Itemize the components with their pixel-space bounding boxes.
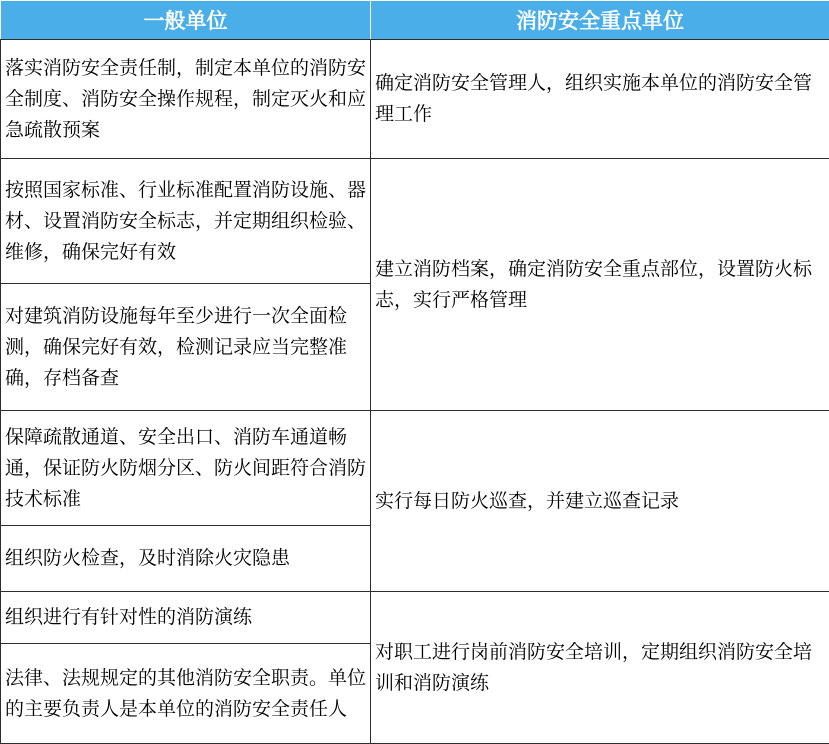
key-duty-cell: 建立消防档案，确定消防安全重点部位，设置防火标志，实行严格管理	[371, 159, 829, 411]
header-key-unit: 消防安全重点单位	[371, 1, 829, 40]
header-row	[1, 1, 829, 40]
general-duty-cell: 法律、法规规定的其他消防安全职责。单位的主要负责人是本单位的消防安全责任人	[1, 644, 371, 744]
key-duty-cell: 对职工进行岗前消防安全培训，定期组织消防安全培训和消防演练	[371, 592, 829, 744]
general-duty-cell: 保障疏散通道、安全出口、消防车通道畅通，保证防火防烟分区、防火间距符合消防技术标准	[1, 411, 371, 526]
general-duty-cell: 落实消防安全责任制，制定本单位的消防安全制度、消防安全操作规程，制定灭火和应急疏散预案	[1, 40, 371, 159]
general-duty-cell: 对建筑消防设施每年至少进行一次全面检测，确保完好有效，检测记录应当完整准确，存档备查	[1, 284, 371, 411]
key-duty-cell: 确定消防安全管理人，组织实施本单位的消防安全管理工作	[371, 40, 829, 159]
general-duty-cell: 组织进行有针对性的消防演练	[1, 592, 371, 644]
table-row	[1, 159, 829, 284]
general-duty-cell: 组织防火检查，及时消除火灾隐患	[1, 526, 371, 592]
table-row	[1, 411, 829, 526]
key-duty-cell: 实行每日防火巡查，并建立巡查记录	[371, 411, 829, 592]
table-row	[1, 40, 829, 159]
header-general-unit: 一般单位	[1, 1, 371, 40]
table-row	[1, 592, 829, 644]
general-duty-cell: 按照国家标准、行业标准配置消防设施、器材、设置消防安全标志，并定期组织检验、维修，确保完好有效	[1, 159, 371, 284]
